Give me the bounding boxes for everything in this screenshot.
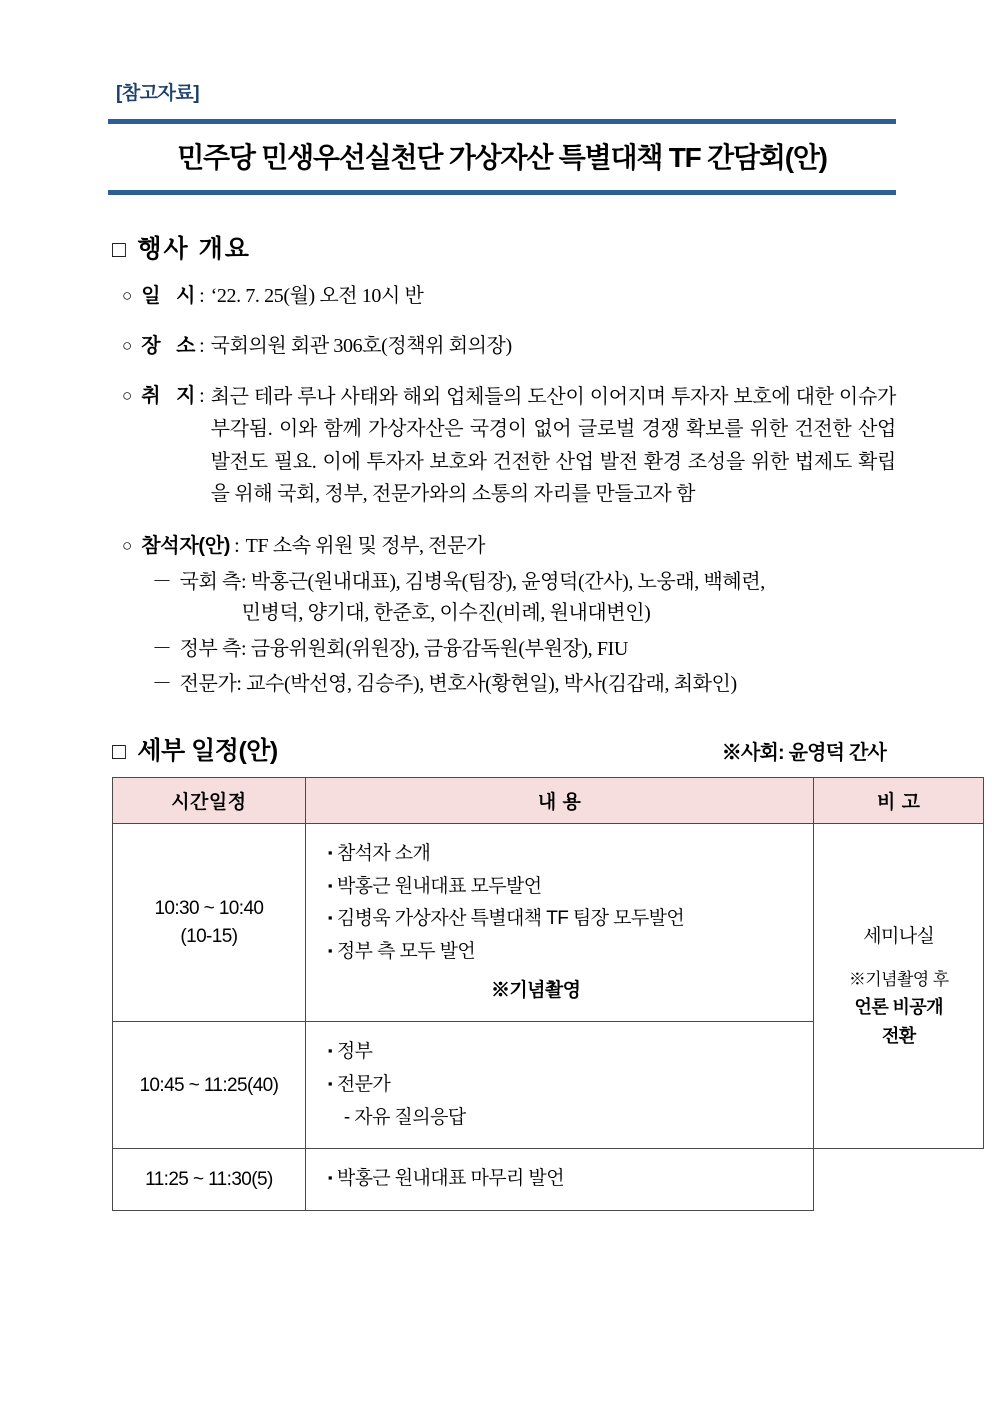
square-marker-icon: ▪	[327, 1075, 332, 1091]
document-title-block	[108, 119, 896, 195]
overview-item-attendees	[122, 531, 896, 561]
cell-content-3	[305, 1149, 814, 1211]
cell-time-1-line2: (10-15)	[180, 925, 238, 947]
attendee-list	[152, 567, 896, 701]
note-press-closed: 언론 비공개	[854, 997, 943, 1018]
content-2-item-1: 정부	[336, 1041, 373, 1063]
circle-bullet-icon: ○	[122, 336, 133, 355]
overview-item-attendees-label: 참석자(안)	[141, 534, 231, 557]
overview-item-datetime	[122, 281, 896, 311]
list-item	[152, 669, 896, 701]
dash-icon: －	[152, 637, 172, 660]
overview-item-place-colon: :	[199, 335, 205, 357]
dash-icon: －	[152, 673, 172, 696]
overview-item-purpose-label: 취 지	[141, 385, 196, 407]
attendee-line-assembly	[180, 567, 896, 630]
attendee-line-assembly-continuation: 민병덕, 양기대, 한준호, 이수진(비례, 원내대변인)	[241, 602, 651, 625]
page-title: 민주당 민생우선실천단 가상자산 특별대책 TF 간담회(안)	[177, 142, 827, 173]
square-marker-icon: ▪	[327, 910, 332, 926]
cell-time-3: 11:25 ~ 11:30(5)	[113, 1149, 306, 1211]
content-2-item-2: 전문가	[336, 1073, 391, 1095]
overview-item-attendees-colon: :	[234, 534, 240, 557]
list-item	[328, 1069, 814, 1102]
square-marker-icon: ▪	[327, 844, 332, 860]
note-after-photo: ※기념촬영 후	[848, 969, 949, 989]
list-item	[328, 1036, 814, 1069]
attendee-line-assembly-text: 국회 측: 박홍근(원내대표), 김병욱(팀장), 윤영덕(간사), 노웅래, 백혜련,	[179, 570, 765, 593]
table-row	[113, 823, 984, 1021]
overview-item-place-label: 장 소	[141, 335, 196, 357]
list-item	[328, 838, 814, 871]
cell-content-2	[305, 1022, 814, 1149]
column-header-content: 내 용	[305, 777, 814, 823]
content-1-item-4: 정부 측 모두 발언	[336, 940, 476, 962]
content-1-item-2: 박홍근 원내대표 모두발언	[336, 875, 542, 897]
square-marker-icon: ▪	[327, 1043, 332, 1059]
reference-tag: [참고자료]	[116, 83, 200, 104]
list-item	[328, 871, 814, 904]
list-item	[328, 903, 814, 936]
cell-content-1	[305, 823, 814, 1021]
overview-item-attendees-value: TF 소속 위원 및 정부, 전문가	[245, 534, 485, 557]
list-item	[152, 567, 896, 630]
content-1-item-3: 김병욱 가상자산 특별대책 TF 팀장 모두발언	[336, 908, 685, 930]
attendee-line-government: 정부 측: 금융위원회(위원장), 금융감독원(부원장), FIU	[179, 637, 628, 660]
column-header-time: 시간일정	[113, 777, 306, 823]
overview-item-place	[122, 331, 896, 361]
table-header-row	[113, 777, 984, 823]
note-switch: 전환	[881, 1025, 916, 1046]
overview-item-purpose	[122, 381, 896, 511]
square-bullet-icon: □	[112, 737, 126, 764]
list-item	[328, 1163, 814, 1196]
overview-item-datetime-label: 일 시	[141, 285, 196, 307]
list-item	[328, 936, 814, 969]
list-item	[152, 634, 896, 666]
square-marker-icon: ▪	[327, 942, 332, 958]
content-1-item-1: 참석자 소개	[336, 842, 431, 864]
schedule-table	[112, 777, 984, 1211]
circle-bullet-icon: ○	[122, 286, 133, 305]
section-heading-overview-label: 행사 개요	[137, 235, 251, 263]
cell-time-1-line1: 10:30 ~ 10:40	[154, 898, 264, 920]
cell-time-1	[113, 823, 306, 1021]
content-2-subitem-1: - 자유 질의응답	[343, 1106, 466, 1128]
overview-item-place-value: 국회의원 회관 306호(정책위 회의장)	[210, 335, 512, 357]
square-marker-icon: ▪	[327, 877, 332, 893]
section-heading-overview	[112, 229, 896, 265]
overview-item-datetime-value: ‘22. 7. 25(월) 오전 10시 반	[210, 285, 424, 307]
content-3-item-1: 박홍근 원내대표 마무리 발언	[336, 1168, 564, 1190]
content-1-photo-note: ※기념촬영	[490, 979, 581, 1001]
section-heading-schedule-row	[112, 731, 896, 767]
square-bullet-icon: □	[112, 236, 126, 262]
table-row	[113, 1149, 984, 1211]
moderator-note: ※사회: 윤영덕 간사	[721, 741, 886, 764]
square-marker-icon: ▪	[327, 1170, 332, 1186]
column-header-note: 비 고	[814, 777, 984, 823]
overview-item-purpose-colon: :	[199, 385, 205, 407]
cell-note-merged	[814, 823, 984, 1148]
circle-bullet-icon: ○	[122, 535, 133, 555]
attendee-line-experts: 전문가: 교수(박선영, 김승주), 변호사(황현일), 박사(김갑래, 최화인)	[179, 673, 737, 696]
overview-item-purpose-value: 최근 테라 루나 사태와 해외 업체들의 도산이 이어지며 투자자 보호에 대한 이슈가 부각됨. 이와 함께 가상자산은 국경이 없어 글로벌 경쟁 확보를 위한 건전한 산업 발전도 필요. 이에 투자자 보호와 건전한 산업 발전 환경 조성을 위한 법제도 확립을 위해 국회, 정부, 전문가와의 소통의 자리를 만들고자 함	[210, 386, 896, 506]
section-heading-schedule-label: 세부 일정(안)	[137, 736, 278, 765]
note-seminar-room: 세미나실	[863, 925, 935, 947]
overview-item-datetime-colon: :	[199, 285, 205, 307]
section-heading-schedule	[112, 731, 278, 767]
dash-icon: －	[152, 570, 172, 593]
cell-time-2: 10:45 ~ 11:25(40)	[113, 1022, 306, 1149]
circle-bullet-icon: ○	[122, 386, 133, 405]
